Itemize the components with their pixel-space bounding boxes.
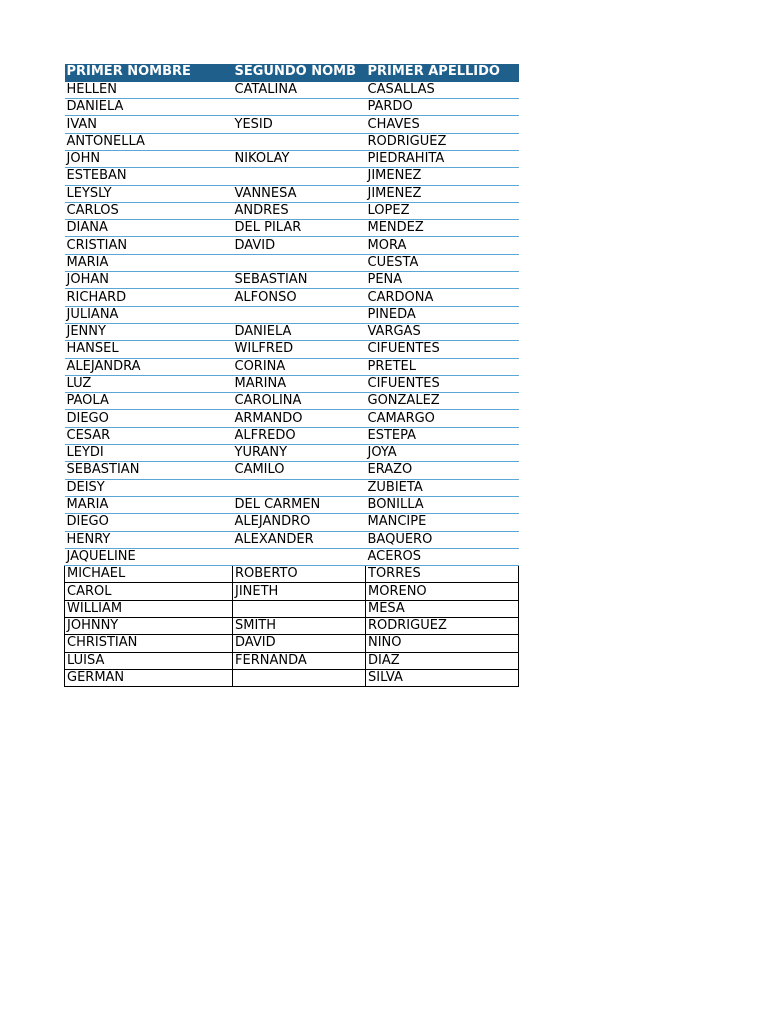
cell-segundo-nombre[interactable]: FERNANDA [233, 652, 366, 669]
cell-primer-apellido[interactable]: CASALLAS [366, 81, 519, 98]
cell-primer-nombre[interactable]: LUZ [65, 375, 233, 392]
cell-primer-apellido[interactable]: CHAVES [366, 116, 519, 133]
cell-primer-nombre[interactable]: CAROL [65, 583, 233, 600]
cell-segundo-nombre[interactable] [233, 254, 366, 271]
cell-primer-apellido[interactable]: JOYA [366, 445, 519, 462]
table-row [65, 618, 519, 635]
header-segundo-nombre[interactable]: SEGUNDO NOMB [233, 64, 366, 81]
table-row [65, 254, 519, 271]
cell-primer-nombre[interactable]: JENNY [65, 323, 233, 340]
table-row [65, 566, 519, 583]
header-row [65, 64, 519, 81]
cell-primer-nombre[interactable]: LUISA [65, 652, 233, 669]
cell-segundo-nombre[interactable]: YURANY [233, 445, 366, 462]
cell-primer-apellido[interactable]: PIEDRAHITA [366, 150, 519, 167]
cell-primer-nombre[interactable]: MARIA [65, 254, 233, 271]
cell-primer-nombre[interactable]: HELLEN [65, 81, 233, 98]
cell-primer-apellido[interactable]: RODRIGUEZ [366, 133, 519, 150]
cell-primer-nombre[interactable]: CARLOS [65, 202, 233, 219]
cell-segundo-nombre[interactable]: DEL CARMEN [233, 496, 366, 513]
cell-primer-apellido[interactable]: CUESTA [366, 254, 519, 271]
cell-segundo-nombre[interactable]: ALFONSO [233, 289, 366, 306]
cell-primer-nombre[interactable]: CRISTIAN [65, 237, 233, 254]
table-row [65, 479, 519, 496]
cell-primer-apellido[interactable]: ACEROS [366, 548, 519, 565]
cell-primer-nombre[interactable]: ESTEBAN [65, 168, 233, 185]
cell-primer-nombre[interactable]: DEISY [65, 479, 233, 496]
table-row [65, 462, 519, 479]
cell-primer-apellido[interactable]: ERAZO [366, 462, 519, 479]
header-primer-nombre[interactable]: PRIMER NOMBRE [65, 64, 233, 81]
table-row [65, 150, 519, 167]
table-row [65, 116, 519, 133]
table-row [65, 652, 519, 669]
cell-segundo-nombre[interactable]: YESID [233, 116, 366, 133]
header-primer-apellido[interactable]: PRIMER APELLIDO [366, 64, 519, 81]
table-row [65, 306, 519, 323]
cell-segundo-nombre[interactable]: DANIELA [233, 323, 366, 340]
table-row [65, 531, 519, 548]
cell-primer-nombre[interactable]: DANIELA [65, 99, 233, 116]
cell-primer-nombre[interactable]: HENRY [65, 531, 233, 548]
cell-primer-apellido[interactable]: MORENO [366, 583, 519, 600]
cell-segundo-nombre[interactable]: ALEJANDRO [233, 514, 366, 531]
cell-segundo-nombre[interactable]: SEBASTIAN [233, 272, 366, 289]
cell-segundo-nombre[interactable]: WILFRED [233, 341, 366, 358]
table-row [65, 237, 519, 254]
table-row [65, 81, 519, 98]
table-row [65, 410, 519, 427]
cell-primer-nombre[interactable]: JOHAN [65, 272, 233, 289]
cell-segundo-nombre[interactable]: CATALINA [233, 81, 366, 98]
cell-segundo-nombre[interactable]: DEL PILAR [233, 220, 366, 237]
cell-segundo-nombre[interactable]: ALFREDO [233, 427, 366, 444]
table-row [65, 99, 519, 116]
spreadsheet [64, 64, 518, 687]
cell-primer-apellido[interactable]: BAQUERO [366, 531, 519, 548]
table-row [65, 427, 519, 444]
cell-primer-nombre[interactable]: CESAR [65, 427, 233, 444]
table-row [65, 393, 519, 410]
cell-primer-nombre[interactable]: JULIANA [65, 306, 233, 323]
cell-segundo-nombre[interactable]: ARMANDO [233, 410, 366, 427]
cell-primer-apellido[interactable]: MORA [366, 237, 519, 254]
table-row [65, 168, 519, 185]
cell-primer-nombre[interactable]: SEBASTIAN [65, 462, 233, 479]
table-row [65, 185, 519, 202]
cell-segundo-nombre[interactable] [233, 548, 366, 565]
cell-primer-apellido[interactable]: VARGAS [366, 323, 519, 340]
cell-primer-apellido[interactable]: JIMENEZ [366, 168, 519, 185]
cell-primer-apellido[interactable]: PINEDA [366, 306, 519, 323]
cell-segundo-nombre[interactable]: ANDRES [233, 202, 366, 219]
cell-primer-nombre[interactable]: LEYDI [65, 445, 233, 462]
cell-primer-apellido[interactable]: NIÑO [366, 635, 519, 652]
cell-segundo-nombre[interactable] [233, 479, 366, 496]
cell-segundo-nombre[interactable]: CAROLINA [233, 393, 366, 410]
cell-segundo-nombre[interactable] [233, 99, 366, 116]
cell-segundo-nombre[interactable]: NIKOLAY [233, 150, 366, 167]
table-row [65, 548, 519, 565]
cell-primer-nombre[interactable]: IVAN [65, 116, 233, 133]
table-row [65, 323, 519, 340]
cell-segundo-nombre[interactable] [233, 306, 366, 323]
cell-primer-apellido[interactable]: RODRIGUEZ [366, 618, 519, 635]
cell-primer-apellido[interactable]: CIFUENTES [366, 375, 519, 392]
table-row [65, 496, 519, 513]
cell-segundo-nombre[interactable] [233, 669, 366, 686]
cell-primer-nombre[interactable]: DIEGO [65, 410, 233, 427]
cell-segundo-nombre[interactable]: SMITH [233, 618, 366, 635]
cell-primer-nombre[interactable]: RICHARD [65, 289, 233, 306]
cell-primer-apellido[interactable]: MESA [366, 600, 519, 617]
cell-primer-nombre[interactable]: CHRISTIAN [65, 635, 233, 652]
table-row [65, 600, 519, 617]
table-row [65, 635, 519, 652]
cell-primer-nombre[interactable]: GERMAN [65, 669, 233, 686]
cell-primer-nombre[interactable]: DIANA [65, 220, 233, 237]
cell-primer-apellido[interactable]: BONILLA [366, 496, 519, 513]
cell-segundo-nombre[interactable]: CAMILO [233, 462, 366, 479]
cell-primer-nombre[interactable]: MICHAEL [65, 566, 233, 583]
cell-primer-nombre[interactable]: JOHN [65, 150, 233, 167]
cell-primer-nombre[interactable]: MARIA [65, 496, 233, 513]
cell-primer-nombre[interactable]: DIEGO [65, 514, 233, 531]
cell-segundo-nombre[interactable]: ROBERTO [233, 566, 366, 583]
cell-segundo-nombre[interactable]: DAVID [233, 635, 366, 652]
cell-primer-apellido[interactable]: CIFUENTES [366, 341, 519, 358]
cell-segundo-nombre[interactable]: CORINA [233, 358, 366, 375]
cell-primer-nombre[interactable]: LEYSLY [65, 185, 233, 202]
table-row [65, 133, 519, 150]
cell-primer-apellido[interactable]: ESTEPA [366, 427, 519, 444]
cell-primer-nombre[interactable]: JOHNNY [65, 618, 233, 635]
cell-primer-apellido[interactable]: DIAZ [366, 652, 519, 669]
cell-primer-nombre[interactable]: WILLIAM [65, 600, 233, 617]
cell-primer-apellido[interactable]: PARDO [366, 99, 519, 116]
cell-primer-apellido[interactable]: CARDONA [366, 289, 519, 306]
cell-segundo-nombre[interactable] [233, 600, 366, 617]
cell-primer-apellido[interactable]: CAMARGO [366, 410, 519, 427]
cell-segundo-nombre[interactable]: DAVID [233, 237, 366, 254]
cell-primer-apellido[interactable]: SILVA [366, 669, 519, 686]
table-row [65, 583, 519, 600]
cell-primer-apellido[interactable]: LOPEZ [366, 202, 519, 219]
cell-segundo-nombre[interactable]: ALEXANDER [233, 531, 366, 548]
table-row [65, 202, 519, 219]
cell-primer-nombre[interactable]: PAOLA [65, 393, 233, 410]
cell-primer-apellido[interactable]: GONZALEZ [366, 393, 519, 410]
cell-primer-apellido[interactable]: JIMENEZ [366, 185, 519, 202]
table-body [65, 81, 519, 686]
cell-segundo-nombre[interactable] [233, 168, 366, 185]
cell-segundo-nombre[interactable] [233, 133, 366, 150]
table-row [65, 375, 519, 392]
names-table [64, 64, 519, 687]
table-row [65, 445, 519, 462]
table-row [65, 289, 519, 306]
cell-segundo-nombre[interactable]: MARINA [233, 375, 366, 392]
cell-primer-apellido[interactable]: PEÑA [366, 272, 519, 289]
cell-primer-apellido[interactable]: MANCIPE [366, 514, 519, 531]
table-row [65, 514, 519, 531]
cell-primer-apellido[interactable]: MENDEZ [366, 220, 519, 237]
table-row [65, 341, 519, 358]
cell-primer-nombre[interactable]: ALEJANDRA [65, 358, 233, 375]
table-row [65, 272, 519, 289]
table-row [65, 669, 519, 686]
cell-primer-apellido[interactable]: TORRES [366, 566, 519, 583]
cell-primer-apellido[interactable]: ZUBIETA [366, 479, 519, 496]
cell-primer-nombre[interactable]: JAQUELINE [65, 548, 233, 565]
cell-primer-apellido[interactable]: PRETEL [366, 358, 519, 375]
cell-primer-nombre[interactable]: HANSEL [65, 341, 233, 358]
table-row [65, 358, 519, 375]
table-row [65, 220, 519, 237]
cell-primer-nombre[interactable]: ANTONELLA [65, 133, 233, 150]
cell-segundo-nombre[interactable]: JINETH [233, 583, 366, 600]
cell-segundo-nombre[interactable]: VANNESA [233, 185, 366, 202]
